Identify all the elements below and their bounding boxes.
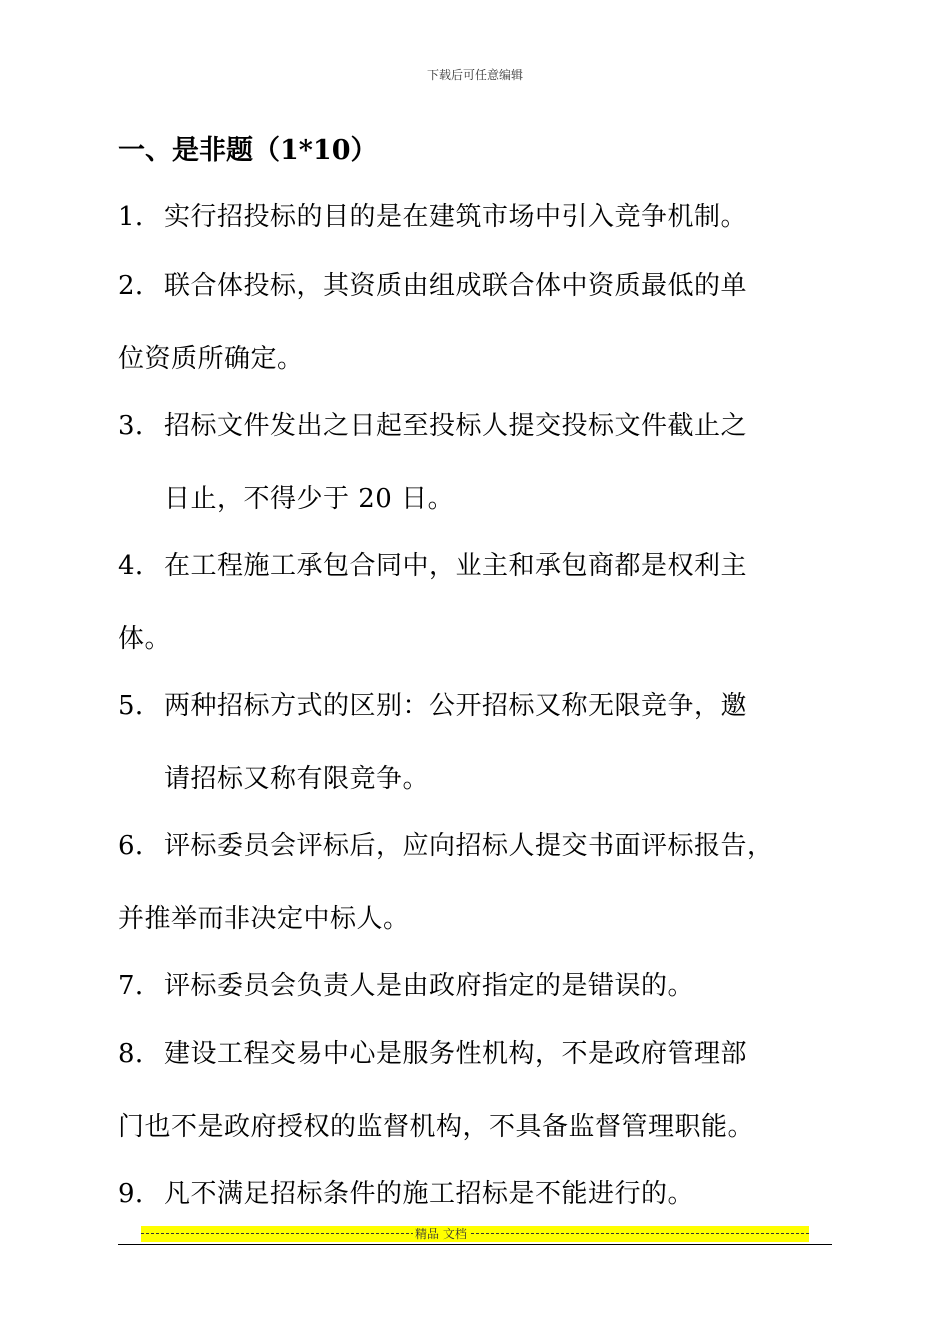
question-text: 凡不满足招标条件的施工招标是不能进行的。 [164, 1179, 695, 1209]
question-number: 5． [118, 691, 162, 721]
question-text: 请招标又称有限竞争。 [164, 764, 430, 794]
question-number: 3． [118, 411, 162, 441]
section-title: 一、是非题（1*10） [118, 135, 378, 166]
question-text: 日止，不得少于 20 日。 [164, 484, 455, 514]
footer-dashed-line [141, 1233, 809, 1234]
question-number: 1． [118, 202, 162, 232]
question-3-line-2 [164, 478, 454, 515]
question-7-line-1 [118, 965, 694, 1002]
question-2-line-2 [118, 338, 304, 375]
footer-highlight [141, 1226, 809, 1242]
question-8-line-1 [118, 1033, 747, 1070]
question-text: 招标文件发出之日起至投标人提交投标文件截止之 [164, 411, 748, 441]
footer-rule [118, 1244, 832, 1245]
question-text: 联合体投标，其资质由组成联合体中资质最低的单 [164, 271, 748, 301]
page-header: 下载后可任意编辑 [426, 68, 523, 82]
question-8-line-2 [118, 1106, 754, 1143]
question-number: 2． [118, 271, 162, 301]
question-text: 两种招标方式的区别：公开招标又称无限竞争，邀 [164, 691, 748, 721]
question-text: 建设工程交易中心是服务性机构，不是政府管理部 [164, 1039, 748, 1069]
question-text: 评标委员会负责人是由政府指定的是错误的。 [164, 971, 695, 1001]
question-6-line-2 [118, 898, 410, 935]
question-4-line-1 [118, 545, 747, 582]
question-9-line-1 [118, 1173, 694, 1210]
question-5-line-1 [118, 685, 747, 722]
question-text: 位资质所确定。 [118, 344, 304, 374]
question-number: 7． [118, 971, 162, 1001]
question-text: 评标委员会评标后，应向招标人提交书面评标报告， [164, 831, 774, 861]
question-6-line-1 [118, 825, 774, 862]
question-text: 体。 [118, 624, 172, 654]
question-text: 在工程施工承包合同中，业主和承包商都是权利主 [164, 551, 748, 581]
question-text: 并推举而非决定中标人。 [118, 904, 410, 934]
question-text: 门也不是政府授权的监督机构，不具备监督管理职能。 [118, 1112, 755, 1142]
question-5-line-2 [164, 758, 429, 795]
question-4-line-2 [118, 618, 171, 655]
question-text: 实行招投标的目的是在建筑市场中引入竞争机制。 [164, 202, 748, 232]
question-1-line-1 [118, 196, 747, 233]
question-number: 9． [118, 1179, 162, 1209]
question-number: 4． [118, 551, 162, 581]
question-2-line-1 [118, 265, 747, 302]
question-number: 8． [118, 1039, 162, 1069]
question-number: 6． [118, 831, 162, 861]
question-3-line-1 [118, 405, 747, 442]
footer-text: 精品 文档 [415, 1227, 467, 1241]
